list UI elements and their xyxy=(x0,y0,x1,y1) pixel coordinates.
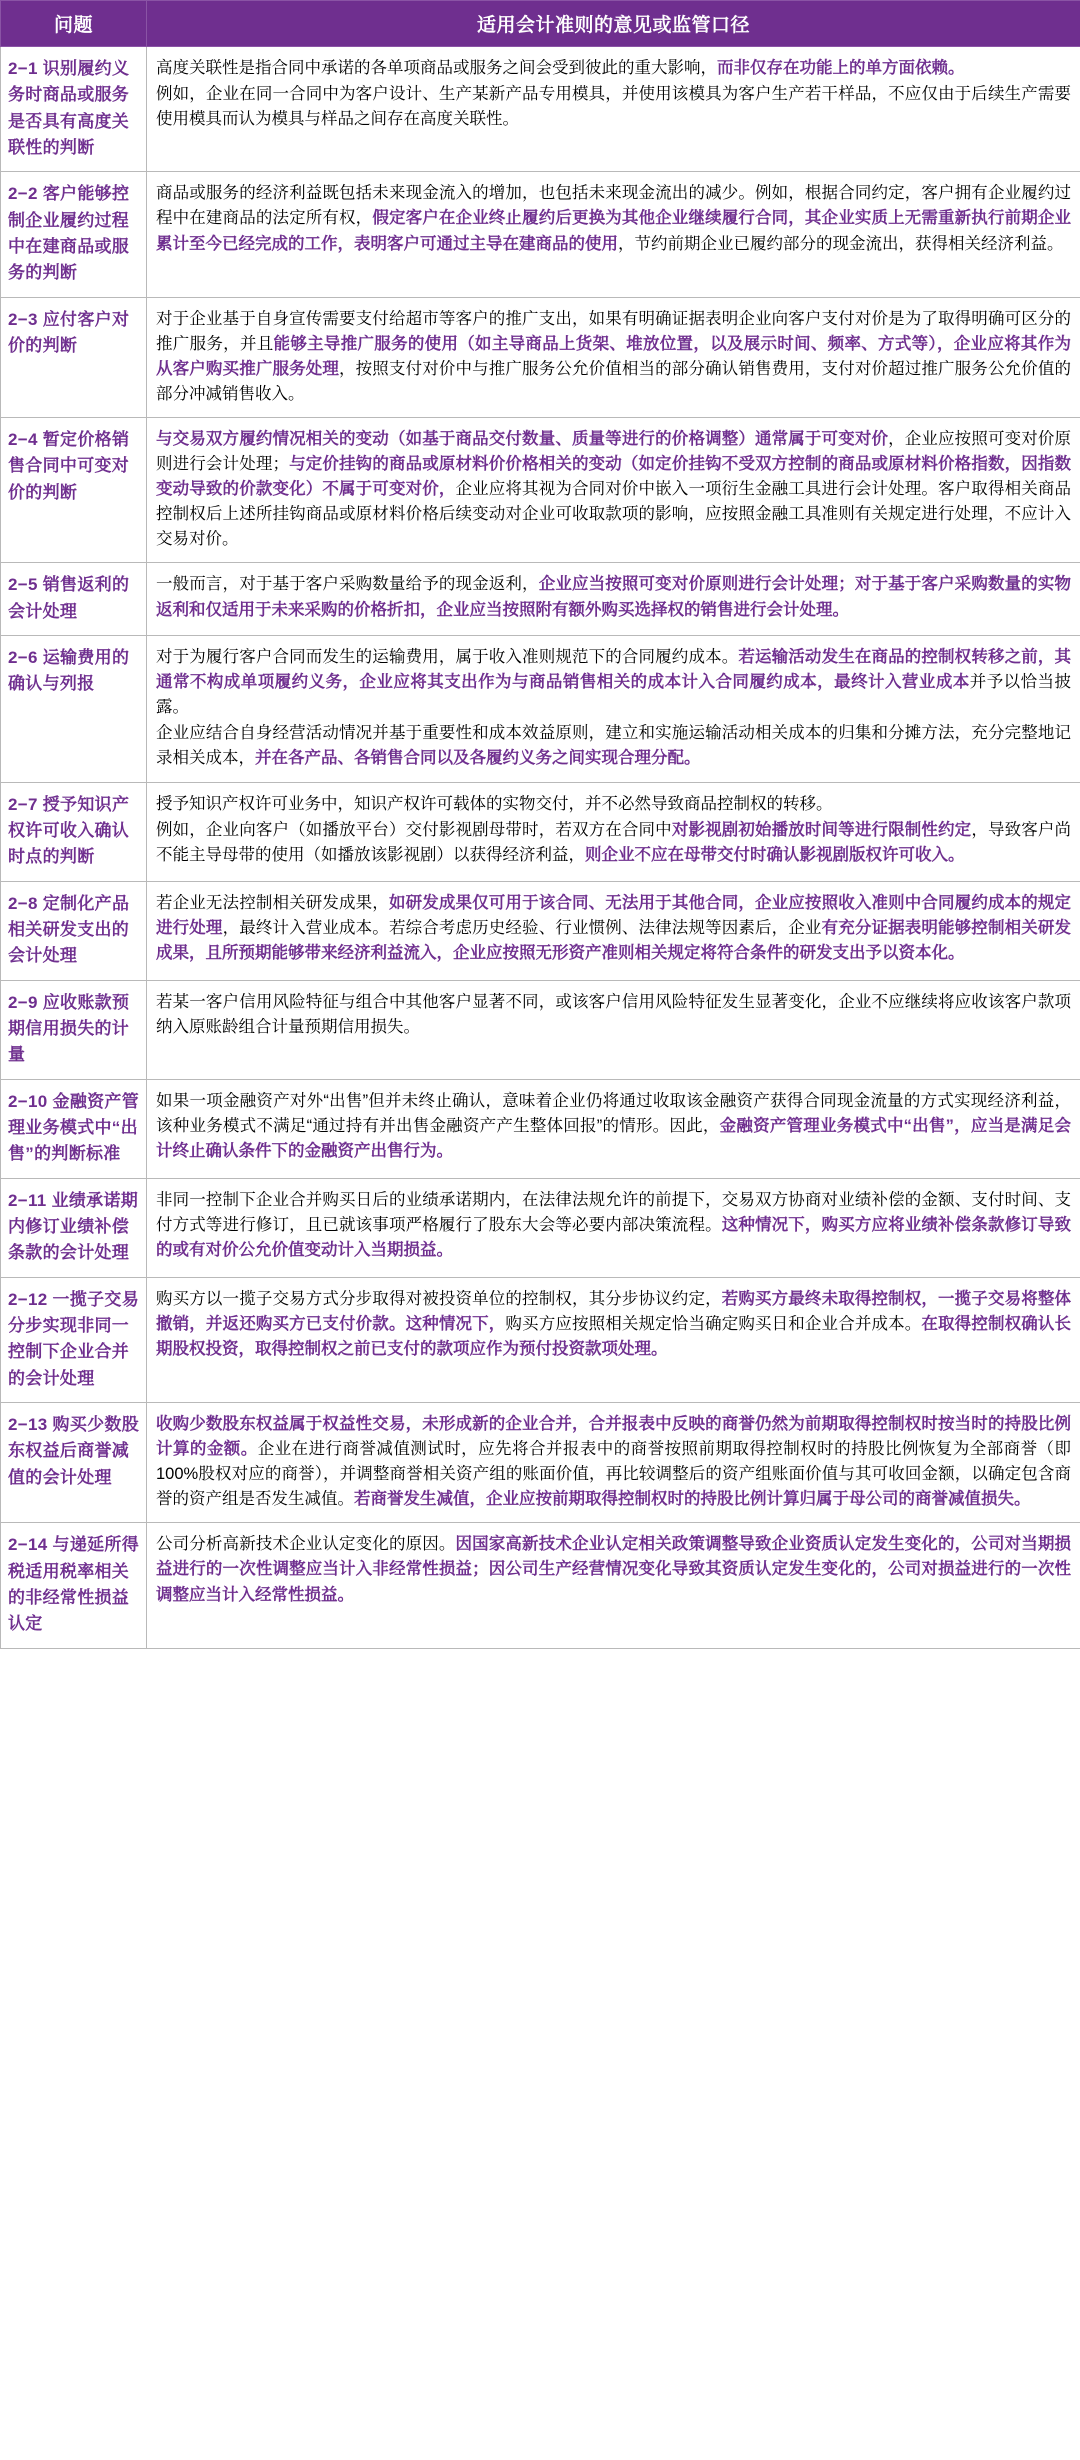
body-text: 高度关联性是指合同中承诺的各单项商品或服务之间会受到彼此的重大影响， xyxy=(156,59,717,77)
answer-cell xyxy=(147,563,1080,636)
answer-cell xyxy=(147,1178,1080,1277)
answer-paragraph xyxy=(156,1188,1071,1263)
column-header-question: 问题 xyxy=(1,1,147,47)
question-cell: 2−3 应付客户对价的判断 xyxy=(1,297,147,417)
answer-cell xyxy=(147,636,1080,782)
body-text: ，最终计入营业成本。若综合考虑历史经验、行业惯例、法律法规等因素后，企业 xyxy=(222,918,822,937)
body-text: 购买方以一揽子交易方式分步取得对被投资单位的控制权，其分步协议约定， xyxy=(156,1289,722,1308)
highlighted-text: 这种情况下，购买方应将业绩补偿条款修订导致的或有对价公允价值变动计入当期损益。 xyxy=(156,1215,1072,1259)
body-text: ，按照支付对价中与推广服务公允价值相当的部分确认销售费用，支付对价超过推广服务公允价值的部分冲减销售收入。 xyxy=(156,359,1072,403)
highlighted-text: 企业应当按照可变对价原则进行会计处理；对于基于客户采购数量的实物返利和仅适用于未来采购的价格折扣，企业应当按照附有额外购买选择权的销售进行会计处理。 xyxy=(156,575,1072,619)
answer-paragraph xyxy=(156,1287,1071,1362)
body-text: 授予知识产权许可业务中，知识产权许可载体的实物交付，并不必然导致商品控制权的转移。 xyxy=(156,794,833,813)
highlighted-text: 金融资产管理业务模式中“出售”，应当是满足会计终止确认条件下的金融资产出售行为。 xyxy=(156,1116,1072,1160)
body-text: 购买方应按照相关规定恰当确定购买日和企业合并成本。 xyxy=(505,1314,922,1333)
highlighted-text: 与定价挂钩的商品或原材料价价格相关的变动（如定价挂钩不受双方控制的商品或原材料价格指数，因指数变动导致的价款变化）不属于可变对价， xyxy=(156,455,1072,499)
answer-paragraph xyxy=(156,181,1071,256)
table-row xyxy=(1,980,1080,1079)
body-text: 如果一项金融资产对外“出售”但并未终止确认，意味着企业仍将通过收取该金融资产获得合同现金流量的方式实现经济利益，该种业务模式不满足“通过持有并出售金融资产产生整体回报”的情形。因此， xyxy=(156,1091,1071,1135)
question-cell: 2−10 金融资产管理业务模式中“出售”的判断标准 xyxy=(1,1079,147,1178)
answer-paragraph xyxy=(156,990,1071,1040)
answer-paragraph xyxy=(156,1412,1071,1512)
answer-paragraph xyxy=(156,792,1071,817)
highlighted-text: 若运输活动发生在商品的控制权转移之前，其通常不构成单项履约义务，企业应将其支出作为与商品销售相关的成本计入合同履约成本，最终计入营业成本 xyxy=(156,648,1072,692)
answer-cell xyxy=(147,1277,1080,1402)
body-text: 非同一控制下企业合并购买日后的业绩承诺期内，在法律法规允许的前提下，交易双方协商对业绩补偿的金额、支付时间、支付方式等进行修订，且已就该事项严格履行了股东大会等必要内部决策流程。 xyxy=(156,1190,1071,1234)
body-text: 商品或服务的经济利益既包括未来现金流入的增加，也包括未来现金流出的减少。例如，根据合同约定，客户拥有企业履约过程中在建商品的法定所有权， xyxy=(156,184,1071,228)
body-text: 例如，企业向客户（如播放平台）交付影视剧母带时，若双方在合同中 xyxy=(156,820,672,839)
answer-paragraph xyxy=(156,572,1071,622)
body-text: ，企业应按照可变对价原则进行会计处理； xyxy=(156,430,1072,474)
answer-paragraph xyxy=(156,427,1071,552)
highlighted-text: 能够主导推广服务的使用（如主导商品上货架、堆放位置，以及展示时间、频率、方式等），企业应将其作为从客户购买推广服务处理 xyxy=(156,334,1072,378)
table-row xyxy=(1,881,1080,980)
table-row xyxy=(1,782,1080,881)
highlighted-text: 如研发成果仅可用于该合同、无法用于其他合同，企业应按照收入准则中合同履约成本的规定进行处理 xyxy=(156,893,1072,937)
table-row xyxy=(1,1079,1080,1178)
body-text: 并予以恰当披露。 xyxy=(156,673,1072,717)
answer-cell xyxy=(147,297,1080,417)
body-text: 企业在进行商誉减值测试时，应先将合并报表中的商誉按照前期取得控制权时的持股比例恢复为全部商誉（即100%股权对应的商誉），并调整商誉相关资产组的账面价值，再比较调整后的资产组账面价值与其可收回金额，以确定包含商誉的资产组是否发生减值。 xyxy=(156,1440,1072,1509)
highlighted-text: 假定客户在企业终止履约后更换为其他企业继续履行合同，其企业实质上无需重新执行前期企业累计至今已经完成的工作，表明客户可通过主导在建商品的使用 xyxy=(156,209,1072,253)
highlighted-text: 并在各产品、各销售合同以及各履约义务之间实现合理分配。 xyxy=(255,749,701,768)
body-text: 企业应结合自身经营活动情况并基于重要性和成本效益原则，建立和实施运输活动相关成本的归集和分摊方法，充分完整地记录相关成本， xyxy=(156,724,1071,768)
answer-cell xyxy=(147,980,1080,1079)
column-header-answer: 适用会计准则的意见或监管口径 xyxy=(147,1,1080,47)
body-text: 对于企业基于自身宣传需要支付给超市等客户的推广支出，如果有明确证据表明企业向客户支付对价是为了取得明确可区分的推广服务，并且 xyxy=(156,309,1071,353)
table-header-row xyxy=(1,1,1080,47)
highlighted-text: 若商誉发生减值，企业应按前期取得控制权时的持股比例计算归属于母公司的商誉减值损失。 xyxy=(354,1490,1031,1509)
answer-cell xyxy=(147,47,1080,172)
question-cell: 2−7 授予知识产权许可收入确认时点的判断 xyxy=(1,782,147,881)
table-row xyxy=(1,172,1080,297)
answer-paragraph xyxy=(156,721,1071,771)
answer-cell xyxy=(147,1403,1080,1523)
answer-paragraph xyxy=(156,56,1071,81)
body-text: 若某一客户信用风险特征与组合中其他客户显著不同，或该客户信用风险特征发生显著变化，企业不应继续将应收该客户款项纳入原账龄组合计量预期信用损失。 xyxy=(156,992,1071,1036)
highlighted-text: 因国家高新技术企业认定相关政策调整导致企业资质认定发生变化的，公司对当期损益进行的一次性调整应当计入非经常性损益；因公司生产经营情况变化导致其资质认定发生变化的，公司对损益进行的一次性调整应当计入经常性损益。 xyxy=(156,1535,1072,1604)
question-cell: 2−5 销售返利的会计处理 xyxy=(1,563,147,636)
answer-paragraph xyxy=(156,645,1071,720)
highlighted-text: 与交易双方履约情况相关的变动（如基于商品交付数量、质量等进行的价格调整）通常属于可变对价 xyxy=(156,430,889,449)
question-cell: 2−13 购买少数股东权益后商誉减值的会计处理 xyxy=(1,1403,147,1523)
question-cell: 2−9 应收账款预期信用损失的计量 xyxy=(1,980,147,1079)
table-row xyxy=(1,1523,1080,1648)
body-text: 公司分析高新技术企业认定变化的原因。 xyxy=(156,1535,456,1554)
highlighted-text: 收购少数股东权益属于权益性交易，未形成新的企业合并，合并报表中反映的商誉仍然为前期取得控制权时按当时的持股比例计算的金额。 xyxy=(156,1415,1071,1459)
body-text: ，节约前期企业已履约部分的现金流出，获得相关经济利益。 xyxy=(618,234,1064,253)
highlighted-text: 有充分证据表明能够控制相关研发成果，且所预期能够带来经济利益流入，企业应按照无形资产准则相关规定将符合条件的研发支出予以资本化。 xyxy=(156,918,1072,962)
table-body xyxy=(1,47,1080,1649)
table-row xyxy=(1,636,1080,782)
answer-paragraph xyxy=(156,1532,1071,1607)
answer-cell xyxy=(147,418,1080,563)
answer-paragraph xyxy=(156,307,1071,407)
table-row xyxy=(1,418,1080,563)
question-cell: 2−12 一揽子交易分步实现非同一控制下企业合并的会计处理 xyxy=(1,1277,147,1402)
table-row xyxy=(1,47,1080,172)
table-row xyxy=(1,297,1080,417)
highlighted-text: 则企业不应在母带交付时确认影视剧版权许可收入。 xyxy=(585,845,965,864)
answer-cell xyxy=(147,1523,1080,1648)
body-text: 对于为履行客户合同而发生的运输费用，属于收入准则规范下的合同履约成本。 xyxy=(156,648,739,667)
body-text: 若企业无法控制相关研发成果， xyxy=(156,893,389,912)
body-text: ，导致客户尚不能主导母带的使用（如播放该影视剧）以获得经济利益， xyxy=(156,820,1072,864)
answer-paragraph xyxy=(156,82,1071,132)
table-row xyxy=(1,1403,1080,1523)
question-cell: 2−14 与递延所得税适用税率相关的非经常性损益认定 xyxy=(1,1523,147,1648)
answer-paragraph xyxy=(156,891,1071,966)
answer-paragraph xyxy=(156,1089,1071,1164)
question-cell: 2−1 识别履约义务时商品或服务是否具有高度关联性的判断 xyxy=(1,47,147,172)
highlighted-text: 在取得控制权确认长期股权投资，取得控制权之前已支付的款项应作为预付投资款项处理。 xyxy=(156,1314,1072,1358)
highlighted-text: 若购买方最终未取得控制权，一揽子交易将整体撤销，并返还购买方已支付价款。这种情况下， xyxy=(156,1289,1072,1333)
table-row xyxy=(1,1178,1080,1277)
body-text: 企业应将其视为合同对价中嵌入一项衍生金融工具进行会计处理。客户取得相关商品控制权后上述所挂钩商品或原材料价格后续变动对企业可收取款项的影响，应按照金融工具准则有关规定进行处理，不应计入交易对价。 xyxy=(156,480,1072,549)
question-cell: 2−2 客户能够控制企业履约过程中在建商品或服务的判断 xyxy=(1,172,147,297)
answer-paragraph xyxy=(156,818,1071,868)
answer-cell xyxy=(147,1079,1080,1178)
table-row xyxy=(1,1277,1080,1402)
highlighted-text: 对影视剧初始播放时间等进行限制性约定 xyxy=(671,820,972,839)
highlighted-text: 而非仅存在功能上的单方面依赖。 xyxy=(717,59,965,77)
body-text: 例如，企业在同一合同中为客户设计、生产某新产品专用模具，并使用该模具为客户生产若干样品，不应仅由于后续生产需要使用模具而认为模具与样品之间存在高度关联性。 xyxy=(156,85,1071,129)
table-header xyxy=(1,1,1080,47)
question-cell: 2−11 业绩承诺期内修订业绩补偿条款的会计处理 xyxy=(1,1178,147,1277)
question-cell: 2−4 暂定价格销售合同中可变对价的判断 xyxy=(1,418,147,563)
answer-cell xyxy=(147,172,1080,297)
question-cell: 2−6 运输费用的确认与列报 xyxy=(1,636,147,782)
answer-cell xyxy=(147,881,1080,980)
answer-cell xyxy=(147,782,1080,881)
table-row xyxy=(1,563,1080,636)
question-cell: 2−8 定制化产品相关研发支出的会计处理 xyxy=(1,881,147,980)
body-text: 一般而言，对于基于客户采购数量给予的现金返利， xyxy=(156,575,539,594)
